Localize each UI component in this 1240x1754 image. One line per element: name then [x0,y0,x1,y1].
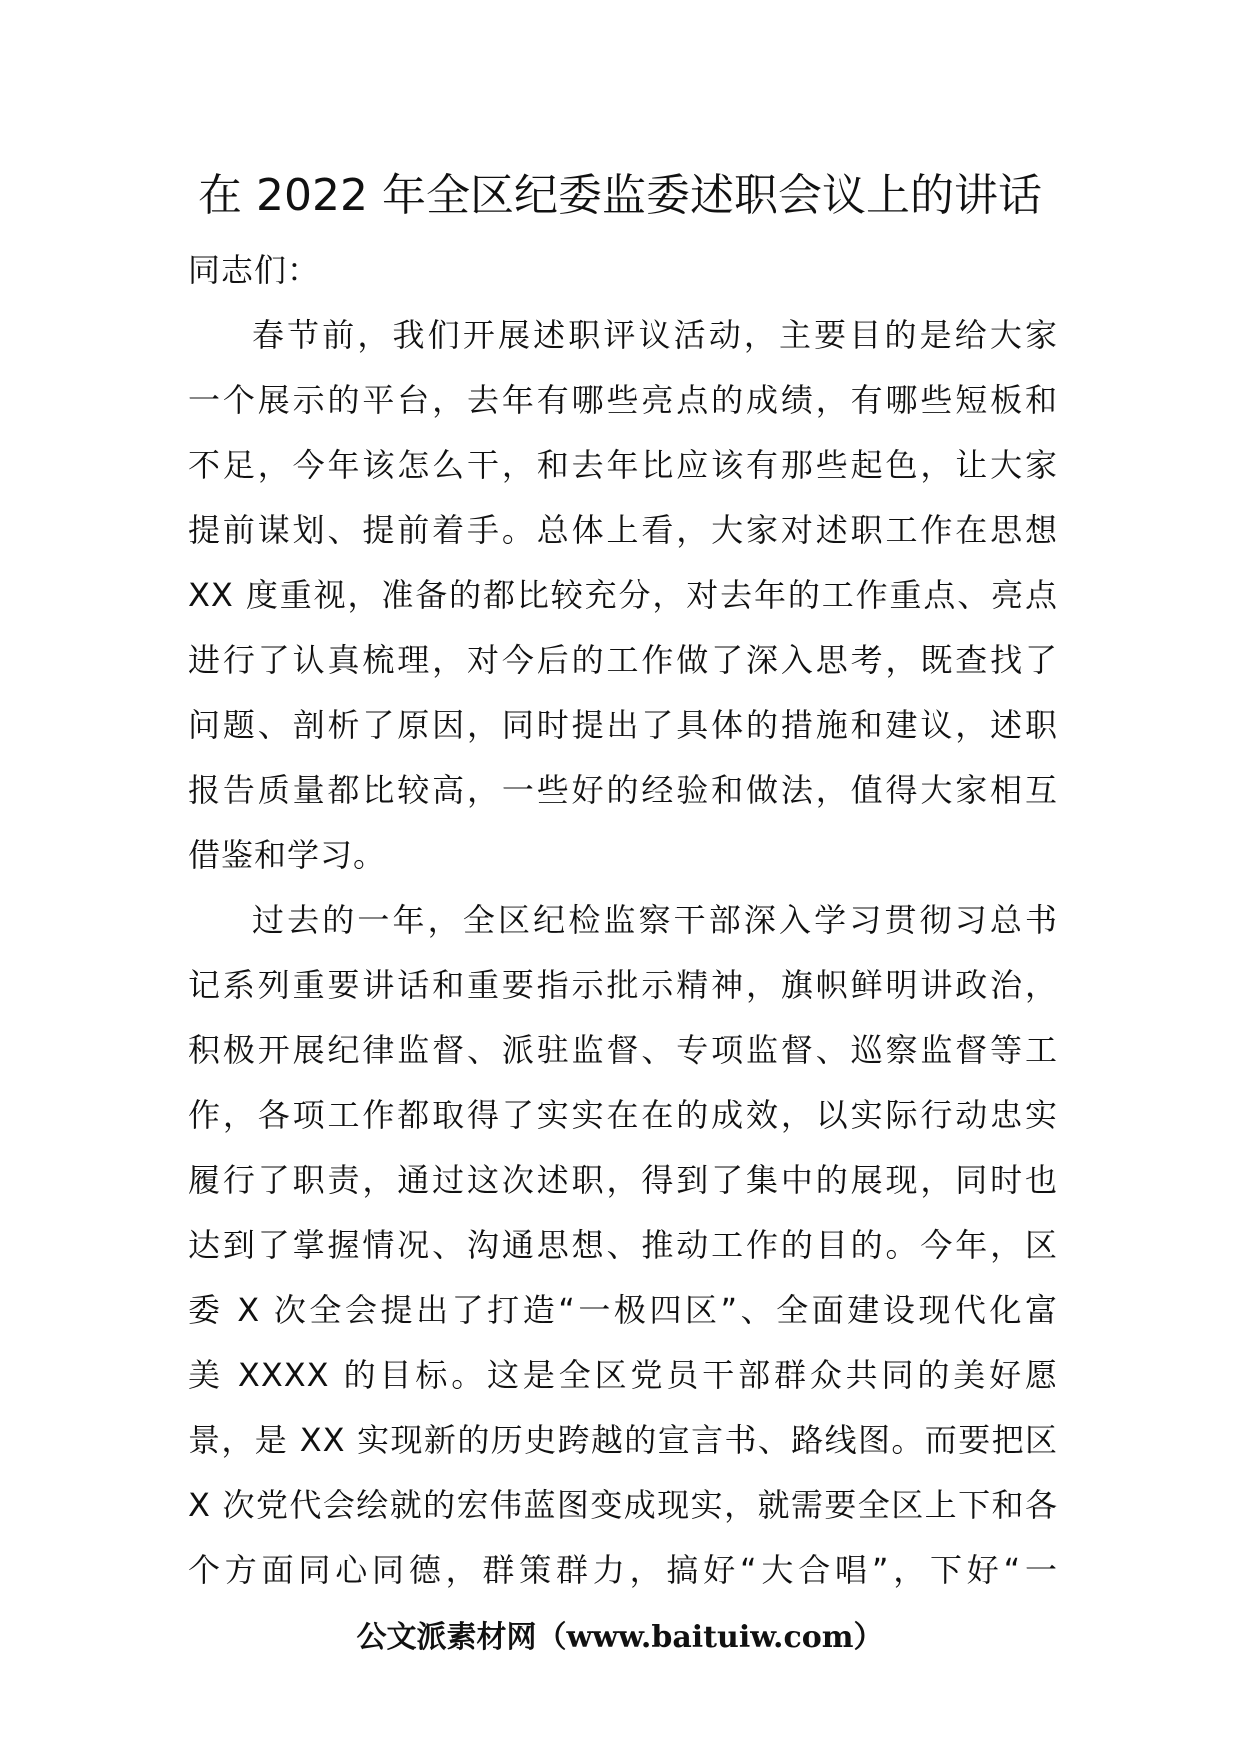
paragraph-line: 达到了掌握情况、沟通思想、推动工作的目的。今年，区 [188,1226,1058,1264]
paragraph-line: XX 度重视，准备的都比较充分，对去年的工作重点、亮点 [188,576,1058,614]
paragraph-line: 过去的一年，全区纪检监察干部深入学习贯彻习总书 [252,901,1058,939]
paragraph-1 [188,303,1058,888]
paragraph-2 [188,888,1058,1603]
paragraph-line: 美 XXXX 的目标。这是全区党员干部群众共同的美好愿 [188,1356,1058,1394]
salutation: 同志们： [188,251,321,289]
paragraph-line: 借鉴和学习。 [188,836,387,874]
paragraph-line: 提前谋划、提前着手。总体上看，大家对述职工作在思想 [188,511,1058,549]
footer-watermark-text: 公文派素材网（www.baituiw.com） [356,1620,884,1655]
paragraph-line: 春节前，我们开展述职评议活动，主要目的是给大家 [252,316,1058,354]
paragraph-line: 进行了认真梳理，对今后的工作做了深入思考，既查找了 [188,641,1058,679]
paragraph-line: X 次党代会绘就的宏伟蓝图变成现实，就需要全区上下和各 [188,1486,1058,1524]
paragraph-line: 履行了职责，通过这次述职，得到了集中的展现，同时也 [188,1161,1058,1199]
paragraph-line: 报告质量都比较高，一些好的经验和做法，值得大家相互 [188,771,1058,809]
paragraph-line: 委 X 次全会提出了打造“一极四区”、全面建设现代化富 [188,1291,1058,1329]
document-body [188,238,1058,1603]
paragraph-line: 景，是 XX 实现新的历史跨越的宣言书、路线图。而要把区 [188,1421,1058,1459]
paragraph-line: 不足，今年该怎么干，和去年比应该有那些起色，让大家 [188,446,1058,484]
paragraph-line: 一个展示的平台，去年有哪些亮点的成绩，有哪些短板和 [188,381,1058,419]
paragraph-line: 问题、剖析了原因，同时提出了具体的措施和建议，述职 [188,706,1058,744]
paragraph-line: 记系列重要讲话和重要指示批示精神，旗帜鲜明讲政治， [188,966,1058,1004]
document-title: 在 2022 年全区纪委监委述职会议上的讲话 [198,170,1042,221]
paragraph-line: 积极开展纪律监督、派驻监督、专项监督、巡察监督等工 [188,1031,1058,1069]
paragraph-line: 个方面同心同德，群策群力，搞好“大合唱”，下好“一 [188,1551,1058,1589]
paragraph-line: 作，各项工作都取得了实实在在的成效，以实际行动忠实 [188,1096,1058,1134]
